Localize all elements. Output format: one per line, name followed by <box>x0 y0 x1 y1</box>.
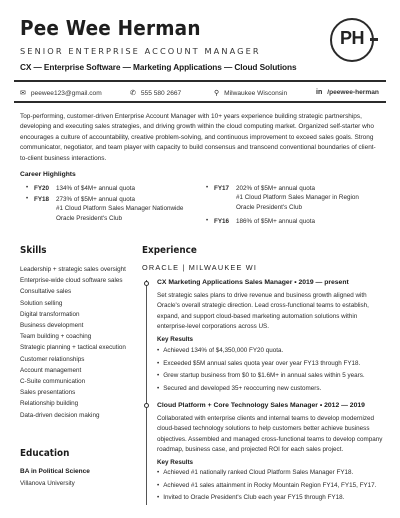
bullet-icon: • <box>26 185 29 191</box>
highlight-line: #1 Cloud Platform Sales Manager Nationwide <box>56 205 184 212</box>
highlight-year: FY20 <box>34 185 50 192</box>
highlight-fy16 <box>206 218 315 225</box>
bullet-icon: • <box>26 196 29 202</box>
result-item: • Secured and developed 35+ reoccurring new customers. <box>157 383 385 396</box>
highlight-line: Oracle President's Club <box>56 215 122 223</box>
bullet-icon: • <box>206 185 209 191</box>
phone-text: 555 580 2667 <box>140 90 182 97</box>
key-results-label: Key Results <box>157 336 194 343</box>
timeline-dot <box>144 403 149 408</box>
skills-title: Skills <box>20 245 47 256</box>
education-school: Villanova University <box>20 480 75 487</box>
education-degree: BA in Political Science <box>20 468 90 475</box>
experience-title: Experience <box>142 245 197 256</box>
skill-item: Consultative sales <box>20 288 72 296</box>
highlight-line: 134% of $4M+ annual quota <box>56 185 135 192</box>
skill-item: Solution selling <box>20 299 63 307</box>
location-text: Milwaukee Wisconsin <box>224 90 288 97</box>
skill-item: Team building + coaching <box>20 333 92 341</box>
contact-linkedin[interactable] <box>316 89 379 96</box>
highlight-line: 186% of $5M+ annual quota <box>236 218 315 225</box>
highlight-line: 202% of $5M+ annual quota <box>236 185 315 192</box>
top-divider <box>14 80 386 82</box>
skill-item: Data-driven decision making <box>20 411 100 419</box>
monogram-text: PH <box>339 28 364 48</box>
result-item: • Invited to Oracle President's Club each year FY15 through FY18. <box>157 492 385 505</box>
skill-item: Relationship building <box>20 400 79 408</box>
skill-item: Digital transformation <box>20 310 80 318</box>
job-description: Set strategic sales plans to drive revenue and business growth aligned with Oracle's overall strategic direction. Lead cross-functional teams to establish, expand, and support cloud-based marketing automation solutions within enterprise-level corporations across US. <box>157 292 369 330</box>
contact-location <box>214 89 287 97</box>
key-results-label: Key Results <box>157 459 194 466</box>
result-item: • Achieved 134% of $4,350,000 FY20 quota. <box>157 345 385 358</box>
skill-item: C-Suite communication <box>20 378 86 386</box>
skills-list <box>20 264 126 421</box>
timeline-dot <box>144 281 149 286</box>
skill-item: Leadership + strategic sales oversight <box>20 266 126 273</box>
skill-item: Customer relationships <box>20 355 85 363</box>
highlight-fy17 <box>206 185 359 213</box>
linkedin-text: /peewee-herman <box>327 89 379 96</box>
candidate-name: Pee Wee Herman <box>20 16 201 40</box>
skill-item: Strategic planning + tactical execution <box>20 344 126 352</box>
highlight-line: Oracle President's Club <box>236 204 302 212</box>
career-highlights-title: Career Highlights <box>20 171 76 178</box>
location-pin-icon: ⚲ <box>214 90 220 97</box>
job-title: Cloud Platform + Core Technology Sales Manager • 2012 — 2019 <box>157 402 365 409</box>
skill-item: Account management <box>20 366 82 374</box>
envelope-icon: ✉ <box>20 90 26 97</box>
key-results-list <box>157 345 385 395</box>
skill-item: Enterprise-wide cloud software sales <box>20 277 123 285</box>
key-results-list <box>157 467 385 505</box>
highlight-fy20 <box>26 185 135 192</box>
skill-item: Sales presentations <box>20 389 76 397</box>
highlight-year: FY16 <box>214 218 230 225</box>
linkedin-icon: in <box>316 89 323 96</box>
highlight-year: FY18 <box>34 196 50 203</box>
email-text: peewee123@gmail.com <box>30 90 102 97</box>
result-item: • Exceeded $5M annual sales quota year over year FY13 through FY18. <box>157 358 385 371</box>
professional-summary: Top-performing, customer-driven Enterprise Account Manager with 10+ years experience building strategic partnerships, developing and executing sales strategies, and driving growth within the cloud computing market. Organized self-starter who encourages a culture of accountability, creative problem-solving, and continuous improvement to exceed sales goals. Strong communicator, negotiator, and team player with capacity to build consensus and transcend conventional boundaries of client-to-client business interactions. <box>20 113 376 162</box>
highlight-year: FY17 <box>214 185 230 192</box>
job-role: SENIOR ENTERPRISE ACCOUNT MANAGER <box>20 46 261 56</box>
result-item: • Achieved #1 nationally ranked Cloud Platform Sales Manager FY18. <box>157 467 385 480</box>
monogram-accent <box>370 38 378 41</box>
highlight-line: #1 Cloud Platform Sales Manager in Region <box>236 194 359 201</box>
timeline-line <box>146 280 147 505</box>
result-item: • Grew startup business from $0 to $1.6M+ in annual sales within 5 years. <box>157 370 385 383</box>
job-description: Collaborated with enterprise clients and internal teams to develop modernized cloud-based technology solutions to help customers better achieve business objectives. Assembled and managed cross-functional teams to develop company roadmap, business case, and projected ROI for each sales project. <box>157 415 383 453</box>
contact-divider <box>14 101 386 103</box>
highlight-fy18 <box>26 196 184 224</box>
contact-phone[interactable] <box>130 89 181 97</box>
result-item: • Achieved #1 sales attainment in Rocky Mountain Region FY14, FY15, FY17. <box>157 480 385 493</box>
skill-item: Business development <box>20 322 84 330</box>
tagline: CX — Enterprise Software — Marketing Applications — Cloud Solutions <box>20 62 297 72</box>
bullet-icon: • <box>206 218 209 224</box>
contact-email[interactable] <box>20 89 102 97</box>
education-title: Education <box>20 448 70 459</box>
highlight-line: 273% of $5M+ annual quota <box>56 196 135 203</box>
phone-icon: ✆ <box>130 90 136 97</box>
monogram-badge <box>330 18 374 62</box>
job-title: CX Marketing Applications Sales Manager • 2019 — present <box>157 279 349 286</box>
company-location: ORACLE | MILWAUKEE WI <box>142 263 258 272</box>
